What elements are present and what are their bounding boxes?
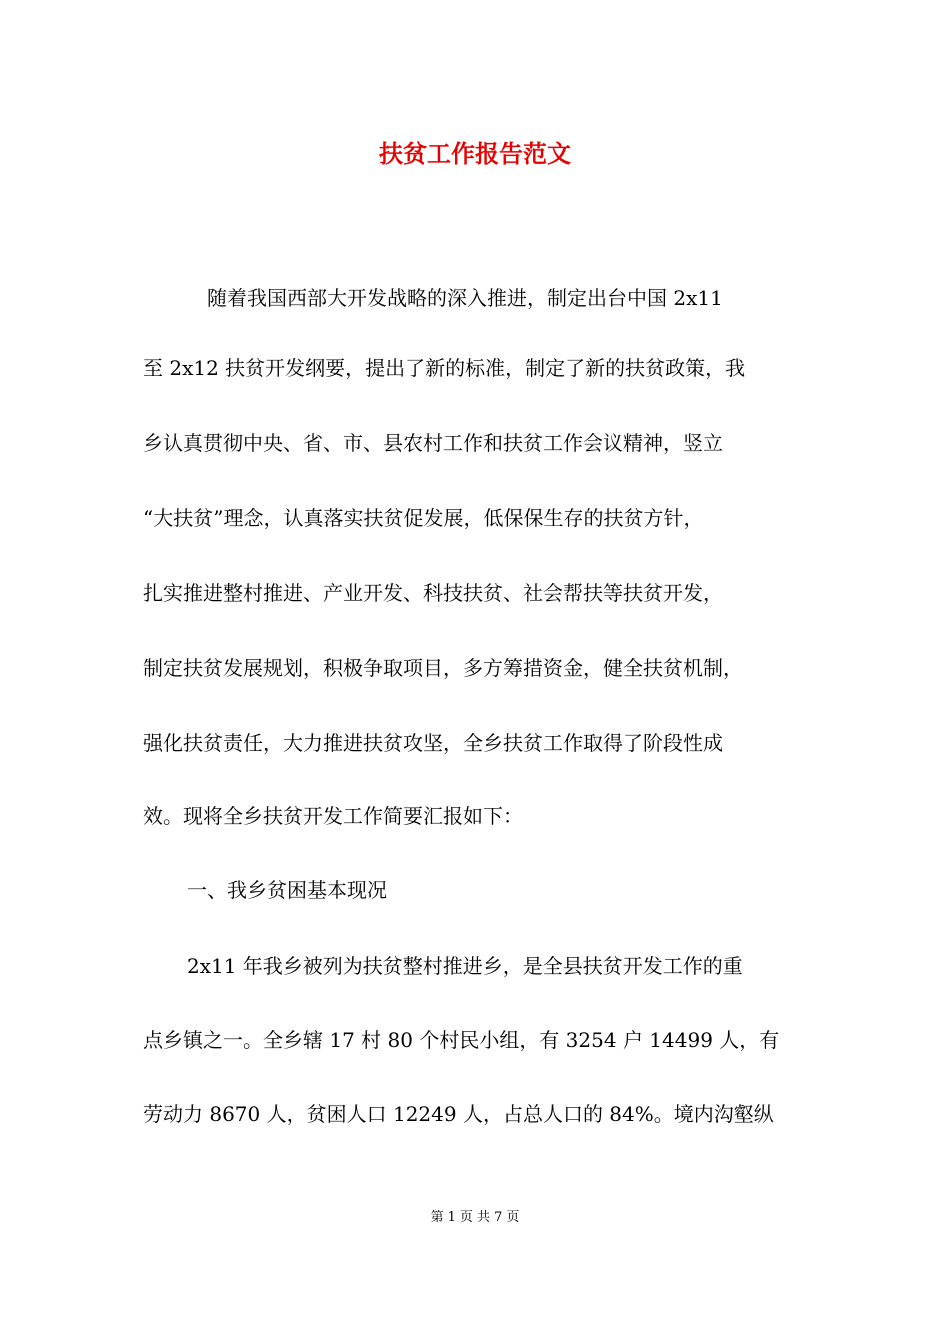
paragraph-line: 扎实推进整村推进、产业开发、科技扶贫、社会帮扶等扶贫开发，	[143, 581, 723, 605]
paragraph-line: 2x11 年我乡被列为扶贫整村推进乡，是全县扶贫开发工作的重	[187, 954, 743, 978]
paragraph-line: 制定扶贫发展规划，积极争取项目，多方筹措资金，健全扶贫机制，	[143, 656, 743, 680]
paragraph-line: 点乡镇之一。全乡辖 17 村 80 个村民小组，有 3254 户 14499 人，有	[143, 1028, 780, 1052]
page-footer	[0, 1208, 950, 1228]
paragraph-line: 强化扶贫责任，大力推进扶贫攻坚，全乡扶贫工作取得了阶段性成	[143, 731, 723, 755]
paragraph-line: 效。现将全乡扶贫开发工作简要汇报如下：	[143, 804, 523, 828]
paragraph-line: 至 2x12 扶贫开发纲要，提出了新的标准，制定了新的扶贫政策，我	[143, 356, 746, 380]
document-title: 扶贫工作报告范文	[379, 139, 571, 168]
footer-middle: 页 共	[459, 1210, 491, 1225]
footer-prefix: 第	[430, 1210, 444, 1225]
footer-total-pages: 7	[494, 1210, 503, 1225]
paragraph-line: “大扶贫”理念，认真落实扶贫促发展，低保保生存的扶贫方针，	[143, 506, 704, 530]
footer-page-number: 1	[447, 1210, 456, 1225]
paragraph-line: 劳动力 8670 人，贫困人口 12249 人，占总人口的 84%。境内沟壑纵	[143, 1102, 774, 1126]
paragraph-line: 随着我国西部大开发战略的深入推进，制定出台中国 2x11	[207, 286, 723, 310]
paragraph-line: 乡认真贯彻中央、省、市、县农村工作和扶贫工作会议精神，竖立	[143, 431, 723, 455]
section-heading: 一、我乡贫困基本现况	[187, 878, 387, 902]
footer-suffix: 页	[506, 1210, 520, 1225]
